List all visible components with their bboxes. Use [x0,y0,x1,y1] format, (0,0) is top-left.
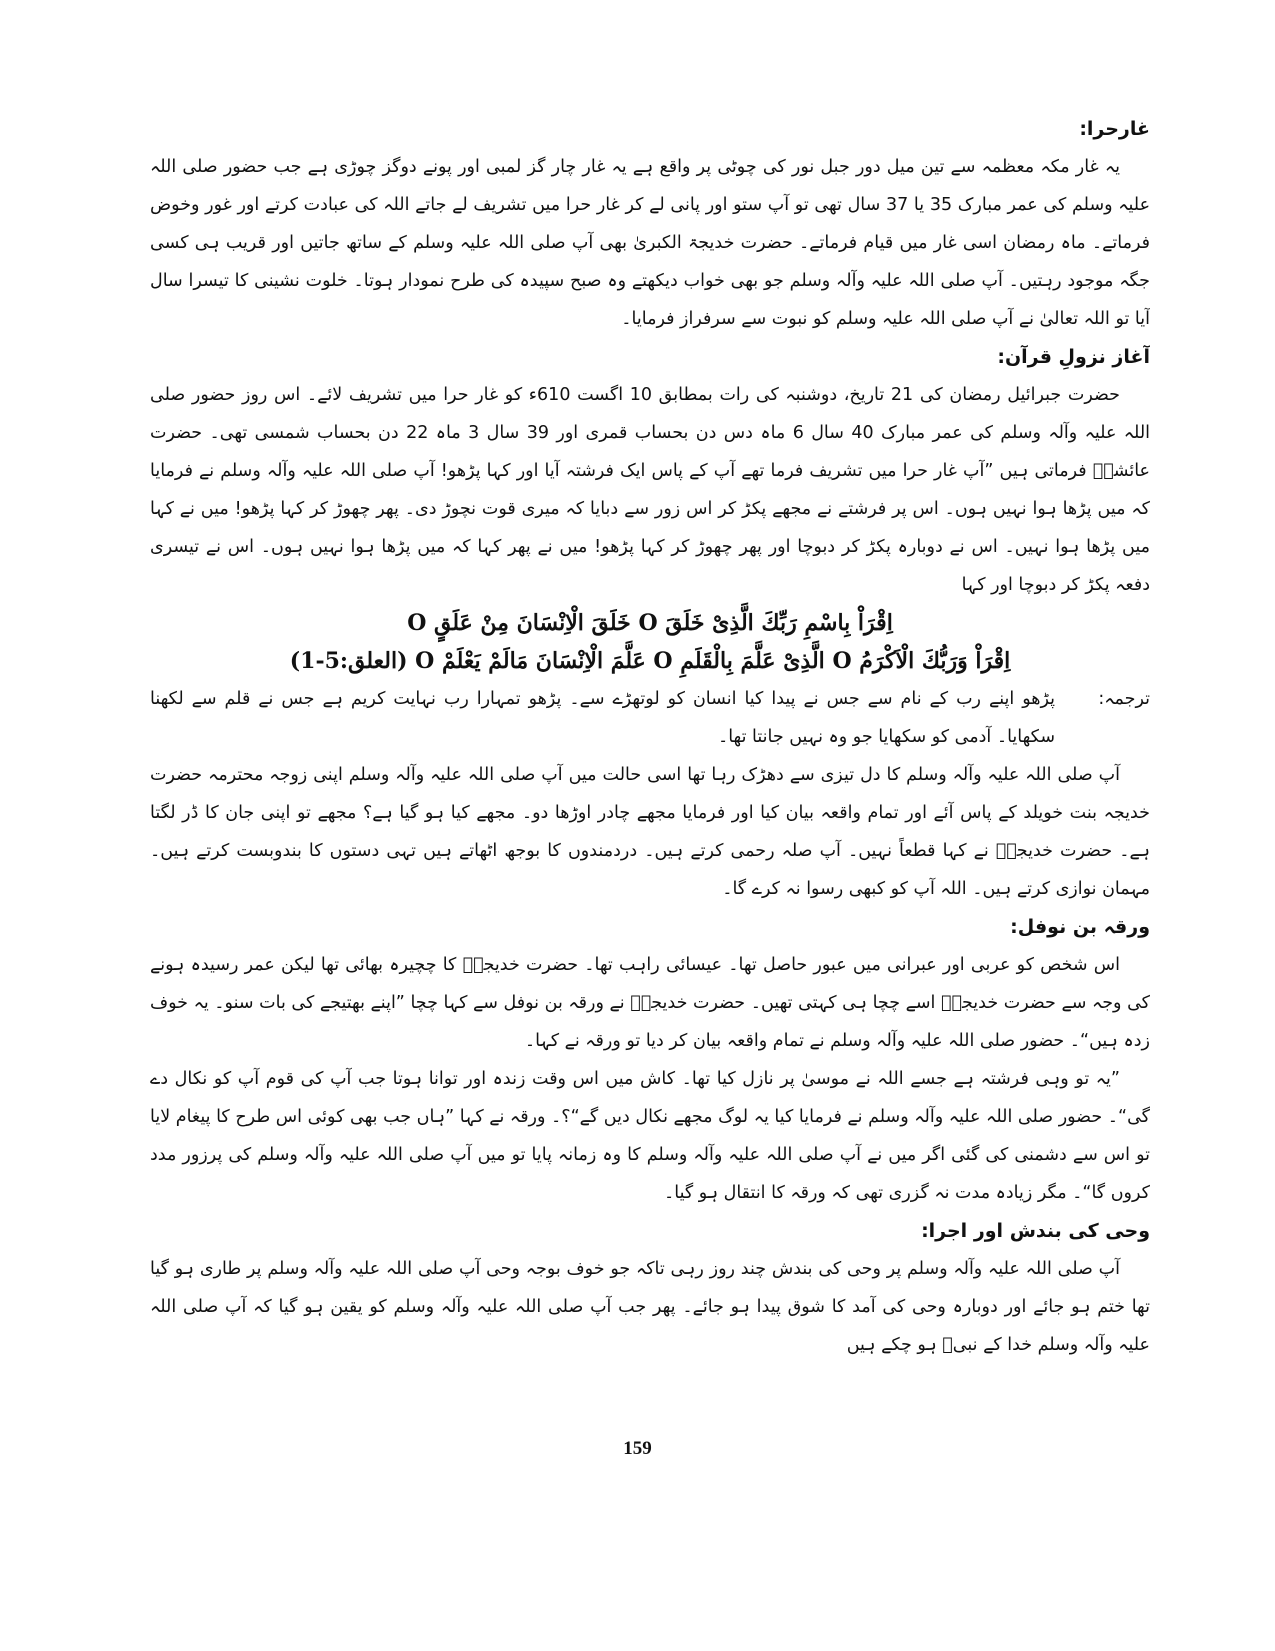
heading-aghaz-nuzool: آغاز نزولِ قرآن: [997,346,1150,368]
heading-waraqa: ورقہ بن نوفل: [1010,916,1150,938]
page-number: 159 [623,1438,652,1459]
heading-ghar-e-hira: غارحرا: [1079,118,1150,140]
paragraph-wahi-bandish: آپ صلی اللہ علیہ وآلہ وسلم پر وحی کی بندش چند روز رہی تاکہ جو خوف بوجہ وحی آپ صلی اللہ علیہ وآلہ وسلم پر طاری ہو گیا تھا ختم ہو جائے اور دوبارہ وحی کی آمد کا شوق پیدا ہو جائے۔ پھر جب آپ صلی اللہ علیہ وآلہ وسلم کو یقین ہو گیا کہ آپ صلی اللہ علیہ وآلہ وسلم خدا کے نبیؐ ہو چکے ہیں [150,1259,1150,1355]
translation-text: پڑھو اپنے رب کے نام سے جس نے پیدا کیا انسان کو لوتھڑے سے۔ پڑھو تمہارا رب نہایت کریم ہے جس نے قلم سے لکھنا سکھایا۔ آدمی کو سکھایا جو وہ نہیں جانتا تھا۔ [150,689,1055,747]
quran-verse-line-2: اِقْرَاْ وَرَبُّكَ الْاَكْرَمُ O الَّذِیْ عَلَّمَ بِالْقَلَمِ O عَلَّمَ الْاِنْسَانَ مَالَمْ یَعْلَمْ O (العلق:5-1) [289,648,1011,674]
paragraph-khadija-consolation: آپ صلی اللہ علیہ وآلہ وسلم کا دل تیزی سے دھڑک رہا تھا اسی حالت میں آپ صلی اللہ علیہ وآلہ وسلم اپنی زوجہ محترمہ حضرت خدیجہ بنت خویلد کے پاس آئے اور تمام واقعہ بیان کیا اور فرمایا مجھے چادر اوڑھا دو۔ مجھے کیا ہو گیا ہے؟ مجھے تو اپنی جان کا ڈر لگتا ہے۔ حضرت خدیجہؓ نے کہا قطعاً نہیں۔ آپ صلہ رحمی کرتے ہیں۔ دردمندوں کا بوجھ اٹھاتے ہیں تہی دستوں کا بندوبست کرتے ہیں۔ مہمان نوازی کرتے ہیں۔ اللہ آپ کو کبھی رسوا نہ کرے گا۔ [150,765,1150,899]
paragraph-aghaz-nuzool: حضرت جبرائیل رمضان کی 21 تاریخ، دوشنبہ کی رات بمطابق 10 اگست 610ء کو غار حرا میں تشریف لائے۔ اس روز حضور صلی اللہ علیہ وآلہ وسلم کی عمر مبارک 40 سال 6 ماہ دس دن بحساب قمری اور 39 سال 3 ماہ 22 دن بحساب شمسی تھی۔ حضرت عائشہؓ فرماتی ہیں ”آپ غار حرا میں تشریف فرما تھے آپ کے پاس ایک فرشتہ آیا اور کہا پڑھو! آپ صلی اللہ علیہ وآلہ وسلم نے فرمایا کہ میں پڑھا ہوا نہیں ہوں۔ اس پر فرشتے نے مجھے پکڑ کر اس زور سے دبایا کہ میری قوت نچوڑ دی۔ پھر چھوڑ کر کہا پڑھو! میں نے کہا میں پڑھا ہوا نہیں۔ اس نے دوبارہ پکڑ کر دبوچا اور پھر چھوڑ کر کہا پڑھو! میں نے پھر کہا کہ میں پڑھا ہوا نہیں ہوں۔ اس نے تیسری دفعہ پکڑ کر دبوچا اور کہا [150,385,1150,595]
paragraph-waraqa-reply: ”یہ تو وہی فرشتہ ہے جسے اللہ نے موسیٰ پر نازل کیا تھا۔ کاش میں اس وقت زندہ اور توانا ہوتا جب آپ کی قوم آپ کو نکال دے گی“۔ حضور صلی اللہ علیہ وآلہ وسلم نے فرمایا کیا یہ لوگ مجھے نکال دیں گے“؟۔ ورقہ نے کہا ”ہاں جب بھی کوئی اس طرح کا پیغام لایا تو اس سے دشمنی کی گئی اگر میں نے آپ صلی اللہ علیہ وآلہ وسلم کا وہ زمانہ پایا تو میں آپ صلی اللہ علیہ وآلہ وسلم کی پرزور مدد کروں گا“۔ مگر زیادہ مدت نہ گزری تھی کہ ورقہ کا انتقال ہو گیا۔ [150,1069,1150,1203]
translation-block [150,680,1150,756]
paragraph-ghar-e-hira: یہ غار مکہ معظمہ سے تین میل دور جبل نور کی چوٹی پر واقع ہے یہ غار چار گز لمبی اور پونے دوگز چوڑی ہے جب حضور صلی اللہ علیہ وسلم کی عمر مبارک 35 یا 37 سال تھی تو آپ ستو اور پانی لے کر غار حرا میں تشریف لے جاتے اللہ کی عبادت کرتے اور غور وخوض فرماتے۔ ماہ رمضان اسی غار میں قیام فرماتے۔ حضرت خدیجۃ الکبریٰ بھی آپ صلی اللہ علیہ وسلم کے ساتھ جاتیں اور قریب ہی کسی جگہ موجود رہتیں۔ آپ صلی اللہ علیہ وآلہ وسلم جو بھی خواب دیکھتے وہ صبح سپیدہ کی طرح نمودار ہوتا۔ خلوت نشینی کا تیسرا سال آیا تو اللہ تعالیٰ نے آپ صلی اللہ علیہ وسلم کو نبوت سے سرفراز فرمایا۔ [150,157,1150,329]
quran-verse-line-1: اِقْرَاْ بِاسْمِ رَبِّكَ الَّذِیْ خَلَقَ O خَلَقَ الْاِنْسَانَ مِنْ عَلَقٍ O [407,610,893,636]
document-page [150,110,1150,1610]
paragraph-waraqa: اس شخص کو عربی اور عبرانی میں عبور حاصل تھا۔ عیسائی راہب تھا۔ حضرت خدیجہؓ کا چچیرہ بھائی تھا لیکن عمر رسیدہ ہونے کی وجہ سے حضرت خدیجہؓ اسے چچا ہی کہتی تھیں۔ حضرت خدیجہؓ نے ورقہ بن نوفل سے کہا چچا ”اپنے بھتیجے کی بات سنو۔ یہ خوف زدہ ہیں“۔ حضور صلی اللہ علیہ وآلہ وسلم نے تمام واقعہ بیان کر دیا تو ورقہ نے کہا۔ [150,955,1150,1051]
translation-label: ترجمہ: [1098,689,1150,709]
heading-wahi-bandish: وحی کی بندش اور اجرا: [921,1220,1150,1242]
